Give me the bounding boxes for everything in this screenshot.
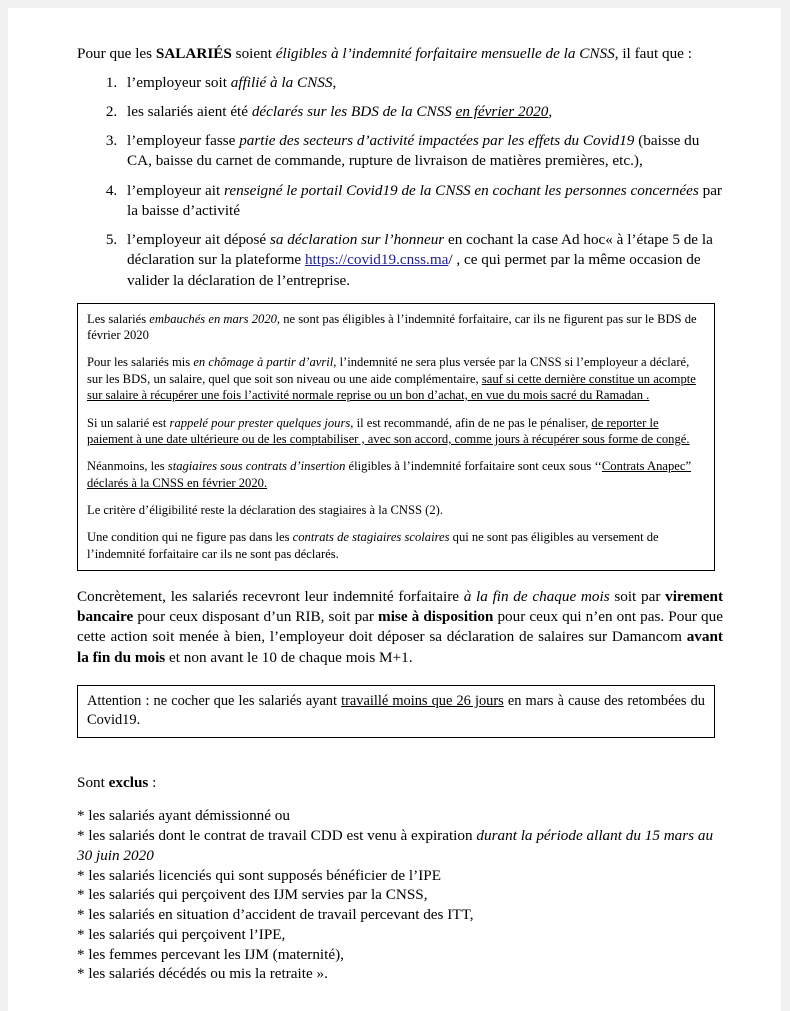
conditions-list: [77, 73, 723, 291]
condition-2-italic: déclarés sur les BDS de la CNSS: [251, 102, 456, 120]
excluded-item-7-text: * les femmes percevant les IJM (maternité),: [77, 945, 344, 963]
condition-item-4: [121, 181, 723, 221]
attention-underlined: travaillé moins que 26 jours: [341, 692, 504, 709]
concrete-post: et non avant le 10 de chaque mois M+1.: [165, 648, 413, 666]
excluded-item-6-text: * les salariés qui perçoivent l’IPE,: [77, 925, 286, 943]
lead-pre: Pour que les: [77, 45, 156, 62]
excluded-item: [77, 866, 723, 886]
concrete-paragraph: [77, 587, 723, 668]
lead-bold-salaries: SALARIÉS: [155, 45, 232, 62]
condition-4-italic: renseigné le portail Covid19 de la CNSS en cochant les personnes concernées: [224, 181, 699, 199]
excluded-item-2-italic: durant la période allant du 15 mars au 30 juin 2020: [77, 827, 714, 864]
excluded-heading: [77, 773, 723, 793]
note-paragraph-5: [87, 502, 705, 518]
condition-5-post: / , ce qui permet par la même occasion de valider la déclaration de l’entreprise.: [127, 251, 701, 289]
concrete-mid-3: pour ceux qui n’en ont pas. Pour que cette action soit menée à bien, l’employeur doit déposer sa déclaration de salaires sur Damancom: [77, 608, 723, 646]
condition-1-pre: l’employeur soit: [127, 73, 231, 91]
note-4-underlined: Contrats Anapec” déclarés à la CNSS en février 2020.: [87, 459, 692, 490]
excluded-item-4-text: * les salariés qui perçoivent des IJM servies par la CNSS,: [77, 886, 428, 904]
excluded-heading-bold: exclus: [108, 774, 149, 792]
excluded-item: [77, 826, 723, 866]
condition-4-post: par la baisse d’activité: [127, 181, 722, 219]
notes-box: [77, 303, 715, 571]
excluded-item: [77, 885, 723, 905]
condition-5-italic: sa déclaration sur l’honneur: [269, 231, 445, 249]
note-4-pre: Néanmoins, les: [87, 459, 168, 474]
condition-5-pre: l’employeur ait déposé: [127, 231, 270, 249]
note-6-italic: contrats de stagiaires scolaires: [292, 530, 450, 545]
note-paragraph-1: [87, 311, 705, 344]
excluded-heading-pre: Sont: [77, 774, 109, 792]
condition-3-post: (baisse du CA, baisse du carnet de commande, rupture de livraison de matières premières, etc.),: [127, 132, 700, 170]
lead-mid: soient: [231, 45, 276, 62]
note-paragraph-4: [87, 458, 705, 491]
note-paragraph-2: [87, 354, 705, 403]
condition-5-mid: en cochant la case Ad hoc« à l’étape 5 de la déclaration sur la plateforme: [127, 231, 713, 269]
condition-item-1: [121, 73, 723, 93]
note-3-pre: Si un salarié est: [87, 415, 170, 430]
condition-2-pre: les salariés aient été: [127, 102, 252, 120]
excluded-items-list: [77, 806, 723, 984]
note-2-mid: , l’indemnité ne sera plus versée par la CNSS si l’employeur a déclaré, sur les BDS, un salaire, quel que soit son niveau ou une aide complémentaire,: [87, 355, 690, 386]
excluded-item-8-text: * les salariés décédés ou mis la retraite ».: [77, 965, 328, 983]
excluded-heading-post: :: [148, 774, 157, 792]
note-2-italic: en chômage à partir d’avril: [193, 355, 334, 370]
attention-text: [87, 692, 705, 730]
condition-2-italic-underlined: en février 2020: [455, 102, 549, 120]
concrete-italic: à la fin de chaque mois: [463, 588, 610, 606]
attention-post: en mars à cause des retombées du Covid19.: [87, 692, 705, 729]
condition-4-pre: l’employeur ait: [127, 181, 224, 199]
excluded-item: [77, 925, 723, 945]
note-2-pre: Pour les salariés mis: [87, 355, 194, 370]
condition-item-5: [121, 230, 723, 291]
note-1-pre: Les salariés: [87, 311, 150, 326]
concrete-pre: Concrètement, les salariés recevront leur indemnité forfaitaire: [77, 588, 464, 606]
condition-1-italic: affilié à la CNSS: [230, 73, 333, 91]
note-1-post: ne sont pas éligibles à l’indemnité forfaitaire, car ils ne figurent pas sur le BDS de février 2020: [87, 311, 697, 343]
attention-box: [77, 685, 715, 738]
condition-3-pre: l’employeur fasse: [127, 132, 240, 150]
note-5-plain: Le critère d’éligibilité reste la déclaration des stagiaires à la CNSS (2).: [87, 502, 443, 517]
excluded-item-3-text: * les salariés licenciés qui sont supposés bénéficier de l’IPE: [77, 866, 441, 884]
attention-pre: Attention : ne cocher que les salariés ayant: [87, 692, 342, 709]
note-6-pre: Une condition qui ne figure pas dans les: [87, 530, 293, 545]
lead-paragraph: [77, 44, 723, 64]
note-paragraph-3: [87, 415, 705, 448]
lead-post: , il faut que :: [614, 45, 692, 62]
condition-item-3: [121, 131, 723, 171]
excluded-item-1-text: * les salariés ayant démissionné ou: [77, 807, 290, 825]
note-4-italic: stagiaires sous contrats d’insertion: [167, 459, 346, 474]
concrete-mid-1: soit par: [609, 588, 666, 606]
note-4-mid: éligibles à l’indemnité forfaitaire sont ceux sous ‘‘: [345, 459, 602, 474]
concrete-bold-mise-disposition: mise à disposition: [378, 608, 494, 626]
excluded-item: [77, 945, 723, 965]
lead-italic: éligibles à l’indemnité forfaitaire mensuelle de la CNSS: [275, 45, 615, 62]
document-content: [77, 44, 723, 984]
note-3-italic: rappelé pour prester quelques jours: [169, 415, 351, 430]
excluded-item: [77, 964, 723, 984]
condition-2-post: ,: [548, 102, 553, 120]
concrete-bold-avant-fin-mois: avant la fin du mois: [77, 628, 723, 666]
concrete-mid-2: pour ceux disposant d’un RIB, soit par: [133, 608, 379, 626]
covid19-cnss-link[interactable]: https://covid19.cnss.ma: [304, 251, 449, 269]
excluded-item: [77, 905, 723, 925]
excluded-item-5-text: * les salariés en situation d’accident de travail percevant des ITT,: [77, 906, 474, 924]
condition-3-italic: partie des secteurs d’activité impactées par les effets du Covid19: [239, 132, 635, 150]
condition-1-post: ,: [332, 73, 337, 91]
excluded-item-2-pre: * les salariés dont le contrat de travail CDD est venu à expiration: [77, 827, 477, 845]
note-6-post: qui ne sont pas éligibles au versement de l’indemnité forfaitaire car ils ne sont pas déclarés.: [87, 530, 659, 561]
note-1-italic: embauchés en mars 2020,: [149, 311, 281, 326]
concrete-bold-virement: virement bancaire: [77, 588, 724, 626]
note-3-underlined: de reporter le paiement à une date ultérieure ou de les comptabiliser , avec son accord, comme jours à récupérer sous forme de congé.: [87, 415, 690, 446]
condition-item-2: [121, 102, 723, 122]
note-2-underlined: sauf si cette dernière constitue un acompte sur salaire à récupérer une fois l’activité normale reprise ou un bon d’achat, en vue du mois sacré du Ramadan .: [87, 371, 696, 403]
excluded-item: [77, 806, 723, 826]
note-3-mid: , il est recommandé, afin de ne pas le pénaliser,: [350, 415, 592, 430]
note-paragraph-6: [87, 529, 705, 562]
document-page: [8, 8, 781, 1011]
